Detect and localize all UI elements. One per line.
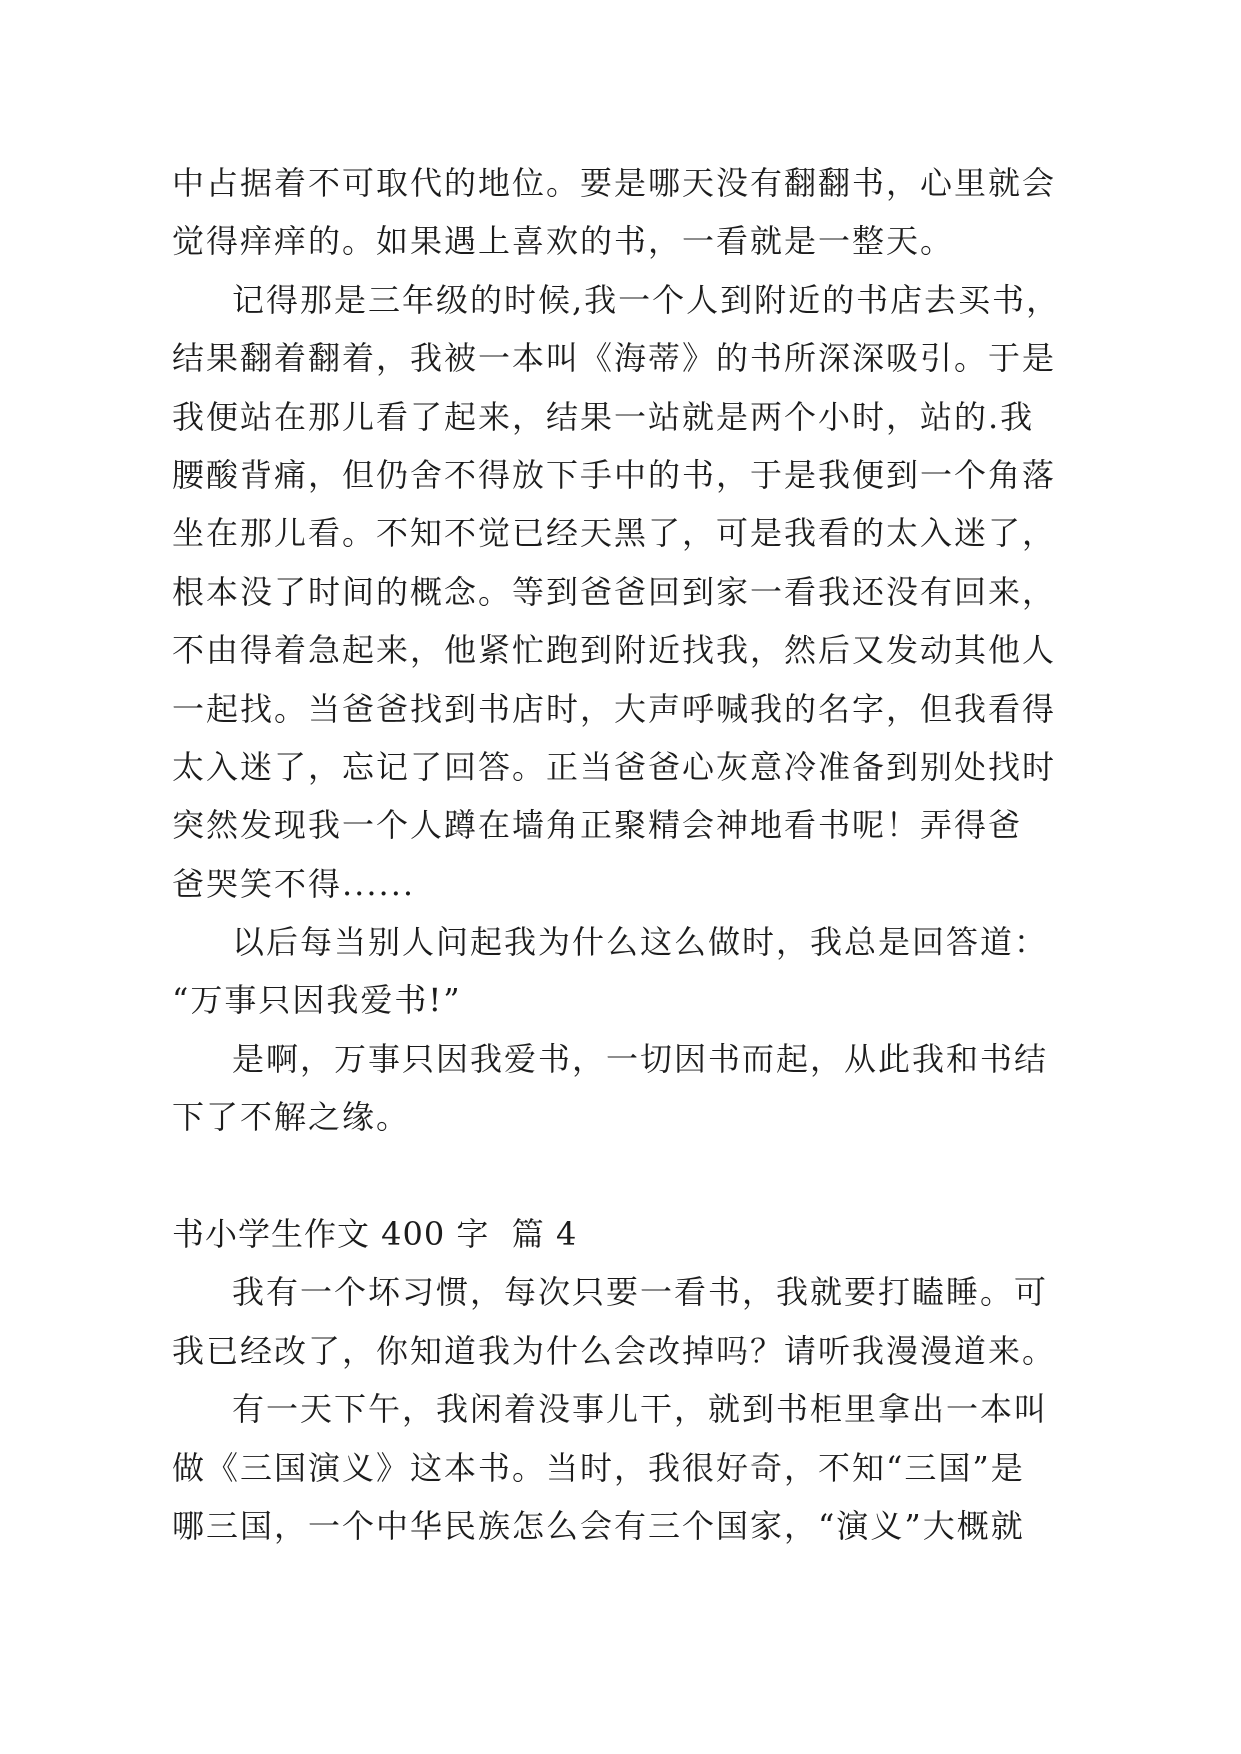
- text-line: 中占据着不可取代的地位。要是哪天没有翻翻书，心里就会: [172, 164, 1057, 202]
- text-line: 爸哭笑不得......: [172, 864, 416, 903]
- paragraph-start-line: 我有一个坏习惯，每次只要一看书，我就要打瞌睡。可: [232, 1273, 1049, 1312]
- paragraph-start-line: 以后每当别人问起我为什么这么做时，我总是回答道：: [232, 923, 1049, 962]
- text-line: 腰酸背痛，但仍舍不得放下手中的书，于是我便到一个角落: [172, 455, 1057, 494]
- text-line: 结果翻着翻着，我被一本叫《海蒂》的书所深深吸引。于是: [172, 339, 1057, 378]
- text-line: 做《三国演义》这本书。当时，我很好奇，不知“三国”是: [172, 1448, 1025, 1487]
- text-line: 下了不解之缘。: [172, 1098, 411, 1137]
- blank-line: [172, 1147, 1132, 1205]
- document-body: [172, 154, 1132, 1555]
- paragraph-start-line: 有一天下午，我闲着没事儿干，就到书柜里拿出一本叫: [232, 1390, 1049, 1429]
- text-line: 我已经改了，你知道我为什么会改掉吗？请听我漫漫道来。: [172, 1331, 1057, 1370]
- text-line: 不由得着急起来，他紧忙跑到附近找我，然后又发动其他人: [172, 631, 1057, 670]
- paragraph-start-line: 是啊，万事只因我爱书，一切因书而起，从此我和书结: [232, 1039, 1049, 1078]
- section-heading: 书小学生作文 400 字 篇 4: [172, 1215, 578, 1254]
- paragraph-start-line: 记得那是三年级的时候,我一个人到附近的书店去买书，: [232, 280, 1061, 319]
- text-line: 坐在那儿看。不知不觉已经天黑了，可是我看的太入迷了，: [172, 514, 1057, 553]
- text-line: 突然发现我一个人蹲在墙角正聚精会神地看书呢！弄得爸: [172, 806, 1023, 845]
- text-line: 一起找。当爸爸找到书店时，大声呼喊我的名字，但我看得: [172, 689, 1057, 728]
- text-line: “万事只因我爱书!”: [172, 981, 462, 1020]
- text-line: 太入迷了，忘记了回答。正当爸爸心灰意冷准备到别处找时: [172, 747, 1057, 786]
- text-line: 觉得痒痒的。如果遇上喜欢的书，一看就是一整天。: [172, 222, 955, 261]
- text-line: 我便站在那儿看了起来，结果一站就是两个小时，站的.我: [172, 397, 1035, 436]
- text-line: 根本没了时间的概念。等到爸爸回到家一看我还没有回来，: [172, 572, 1057, 611]
- text-line: 哪三国，一个中华民族怎么会有三个国家，“演义”大概就: [172, 1506, 1025, 1545]
